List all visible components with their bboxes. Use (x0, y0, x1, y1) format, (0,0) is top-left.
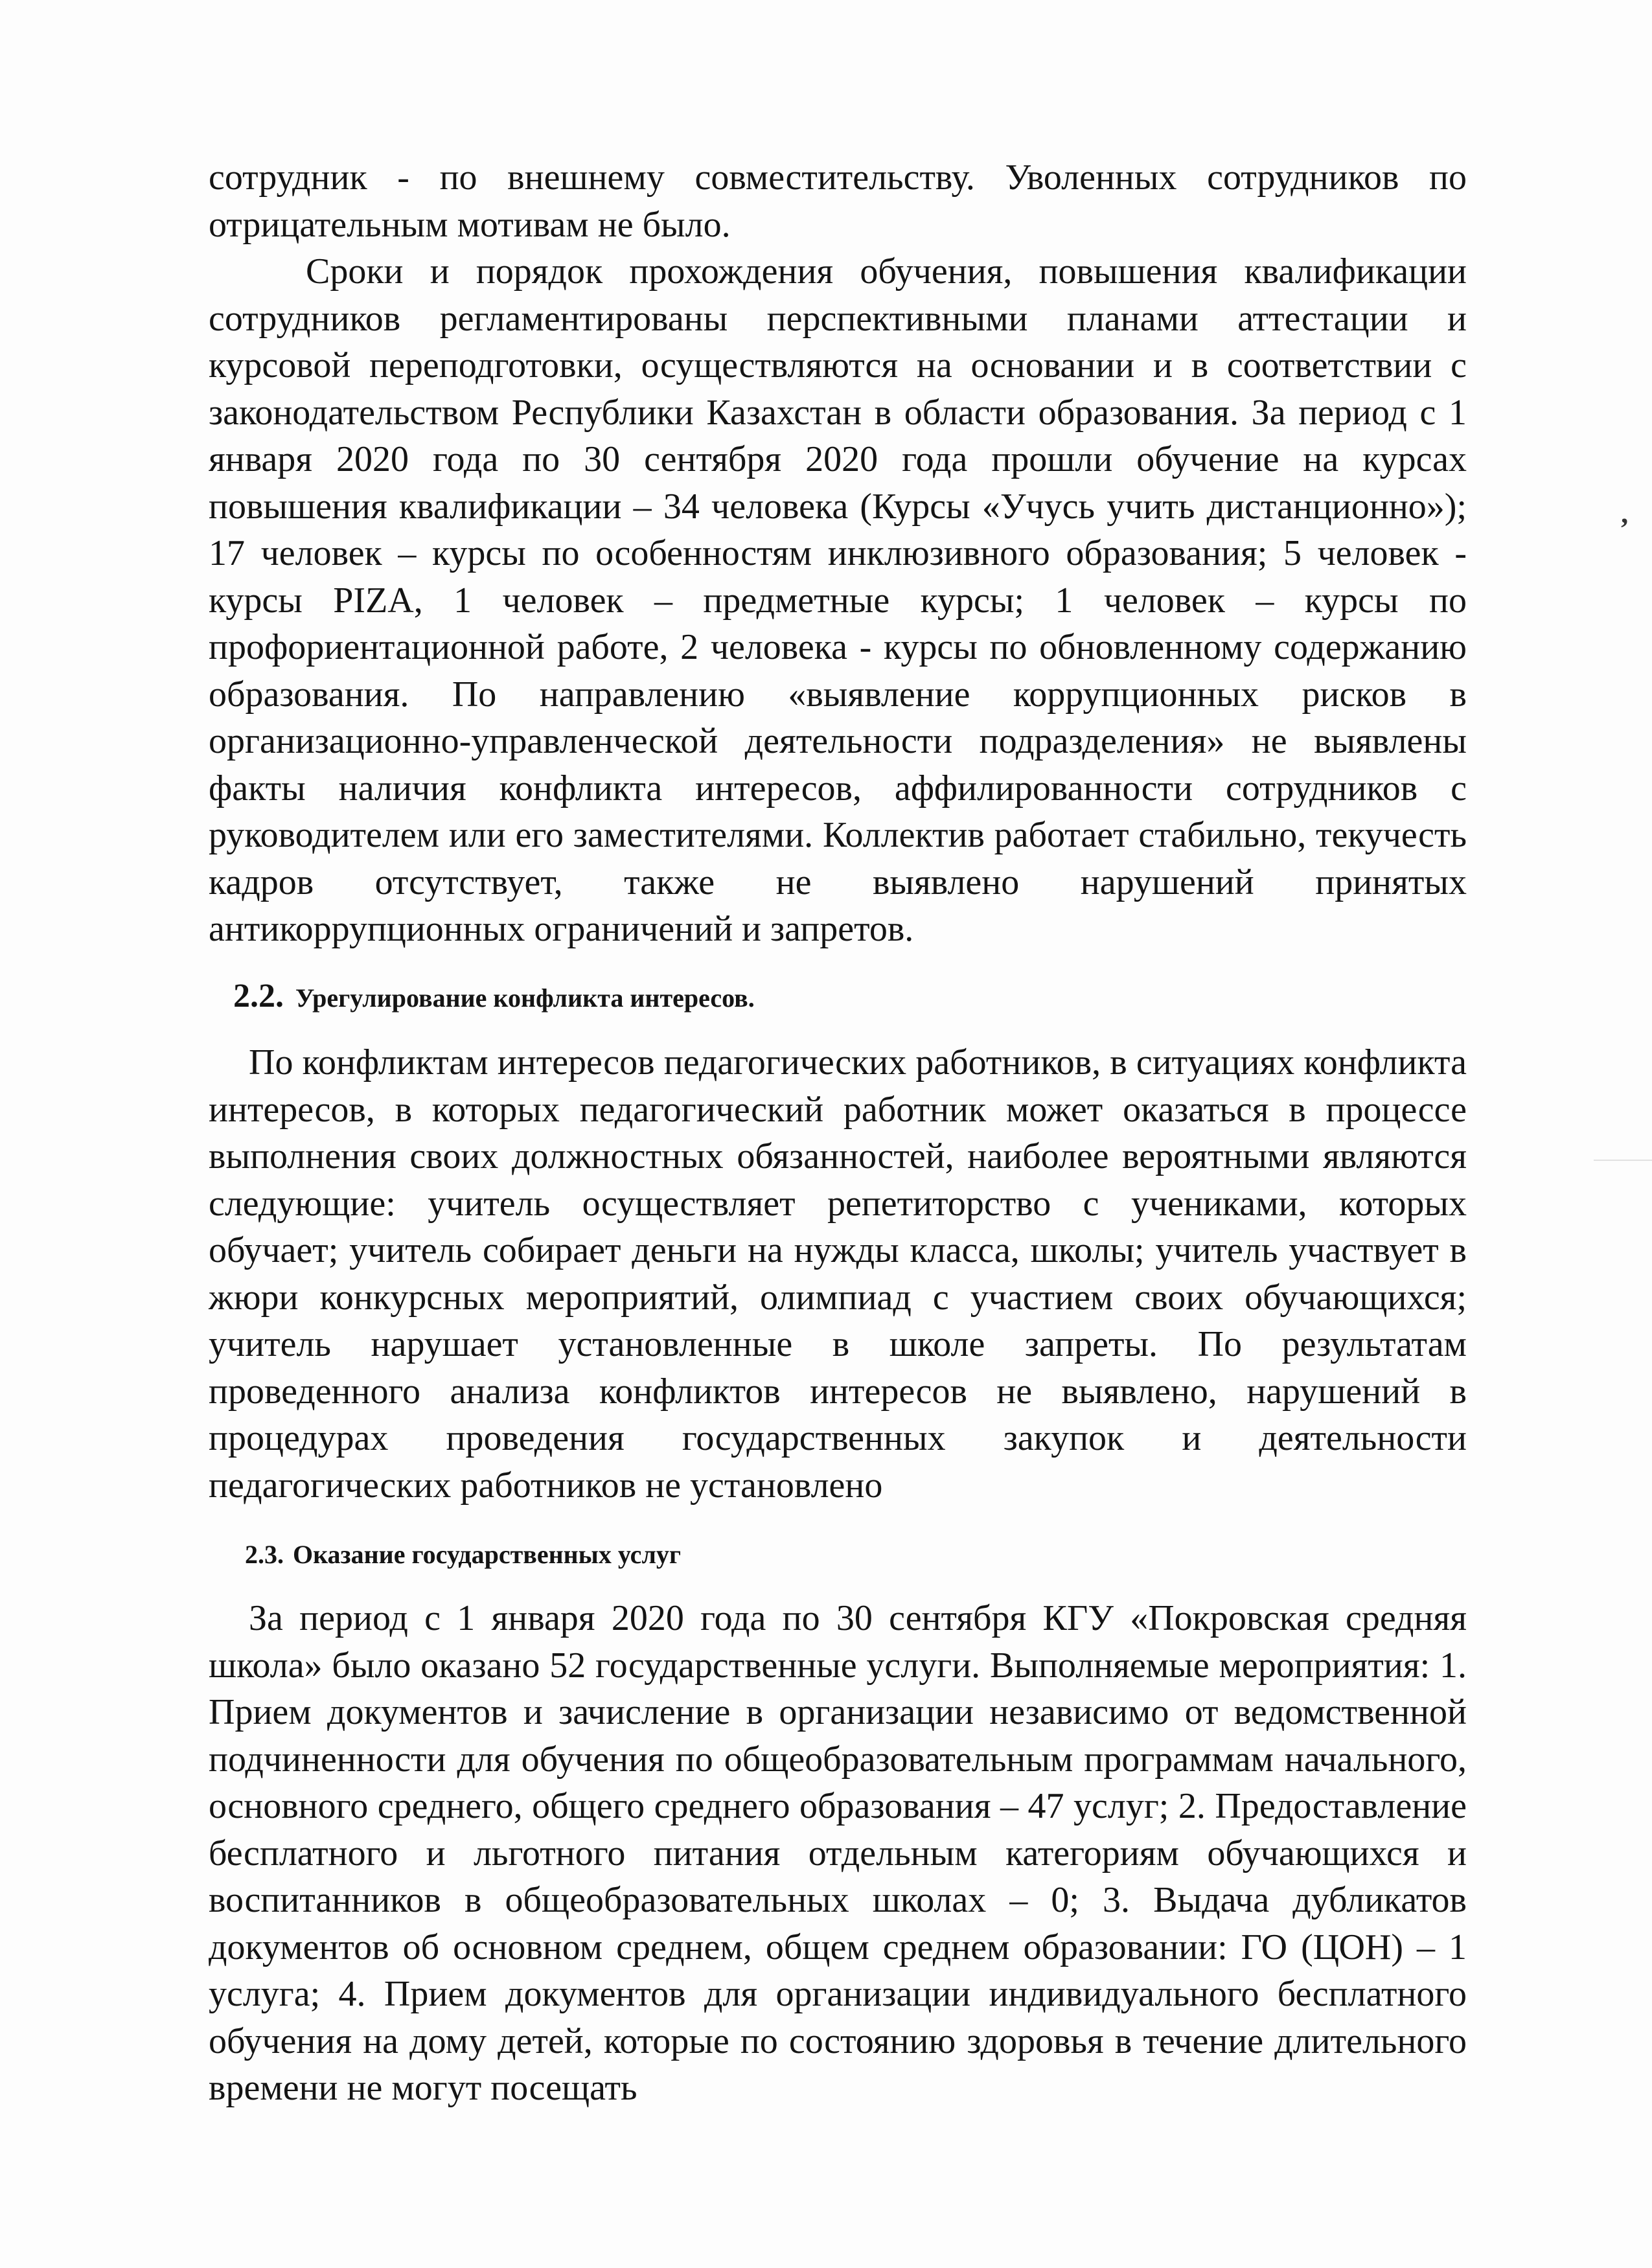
section-title: Оказание государственных услуг (293, 1540, 682, 1569)
paragraph-public-services: За период с 1 января 2020 года по 30 сентября КГУ «Покровская средняя школа» было оказано 52 государственные услуги. Выполняемые мероприятия: 1. Прием документов и зачисление в организации независимо от ведомственной подчиненности для обучения по общеобразовательным программам начального, основного среднего, общего среднего образования – 47 услуг; 2. Предоставление бесплатного и льготного питания отдельным категориям обучающихся и воспитанников в общеобразовательных школах – 0; 3. Выдача дубликатов документов об основном среднем, общем среднем образовании: ГО (ЦОН) – 1 услуга; 4. Прием документов для организации индивидуального бесплатного обучения на дому детей, которые по состоянию здоровья в течение длительного времени не могут посещать (209, 1598, 1467, 2108)
section-heading-2-2 (233, 977, 755, 1015)
margin-mark: ʼ (1620, 512, 1629, 544)
section-heading-2-3 (245, 1539, 681, 1570)
paragraph-training-qualification: Сроки и порядок прохождения обучения, повышения квалификации сотрудников регламентированы перспективными планами аттестации и курсовой переподготовки, осуществляются на основании и в соответствии с законодательством Республики Казахстан в области образования. За период с 1 января 2020 года по 30 сентября 2020 года прошли обучение на курсах повышения квалификации – 34 человека (Курсы «Учусь учить дистанционно»); 17 человек – курсы по особенностям инклюзивного образования; 5 человек - курсы PIZA, 1 человек – предметные курсы; 1 человек – курсы по профориентационной работе, 2 человека - курсы по обновленному содержанию образования. По направлению «выявление коррупционных рисков в организационно-управленческой деятельности подразделения» не выявлены факты наличия конфликта интересов, аффилированности сотрудников с руководителем или его заместителями. Коллектив работает стабильно, текучесть кадров отсутствует, также не выявлено нарушений принятых антикоррупционных ограничений и запретов. (209, 251, 1467, 949)
section-number: 2.2. (233, 978, 284, 1014)
paragraph-conflict-of-interest: По конфликтам интересов педагогических работников, в ситуациях конфликта интересов, в которых педагогический работник может оказаться в процессе выполнения своих должностных обязанностей, наиболее вероятными являются следующие: учитель осуществляет репетиторство с учениками, которых обучает; учитель собирает деньги на нужды класса, школы; учитель участвует в жюри конкурсных мероприятий, олимпиад с участием своих обучающихся; учитель нарушает установленные в школе запреты. По результатам проведенного анализа конфликтов интересов не выявлено, нарушений в процедурах проведения государственных закупок и деятельности педагогических работников не установлено (209, 1042, 1467, 1506)
section-title: Урегулирование конфликта интересов. (295, 983, 755, 1013)
section-number: 2.3. (245, 1540, 284, 1569)
paragraph-employees-continuation: сотрудник - по внешнему совместительству. Уволенных сотрудников по отрицательным мотивам не было. (209, 157, 1467, 245)
scan-artifact-line (1594, 1160, 1652, 1161)
